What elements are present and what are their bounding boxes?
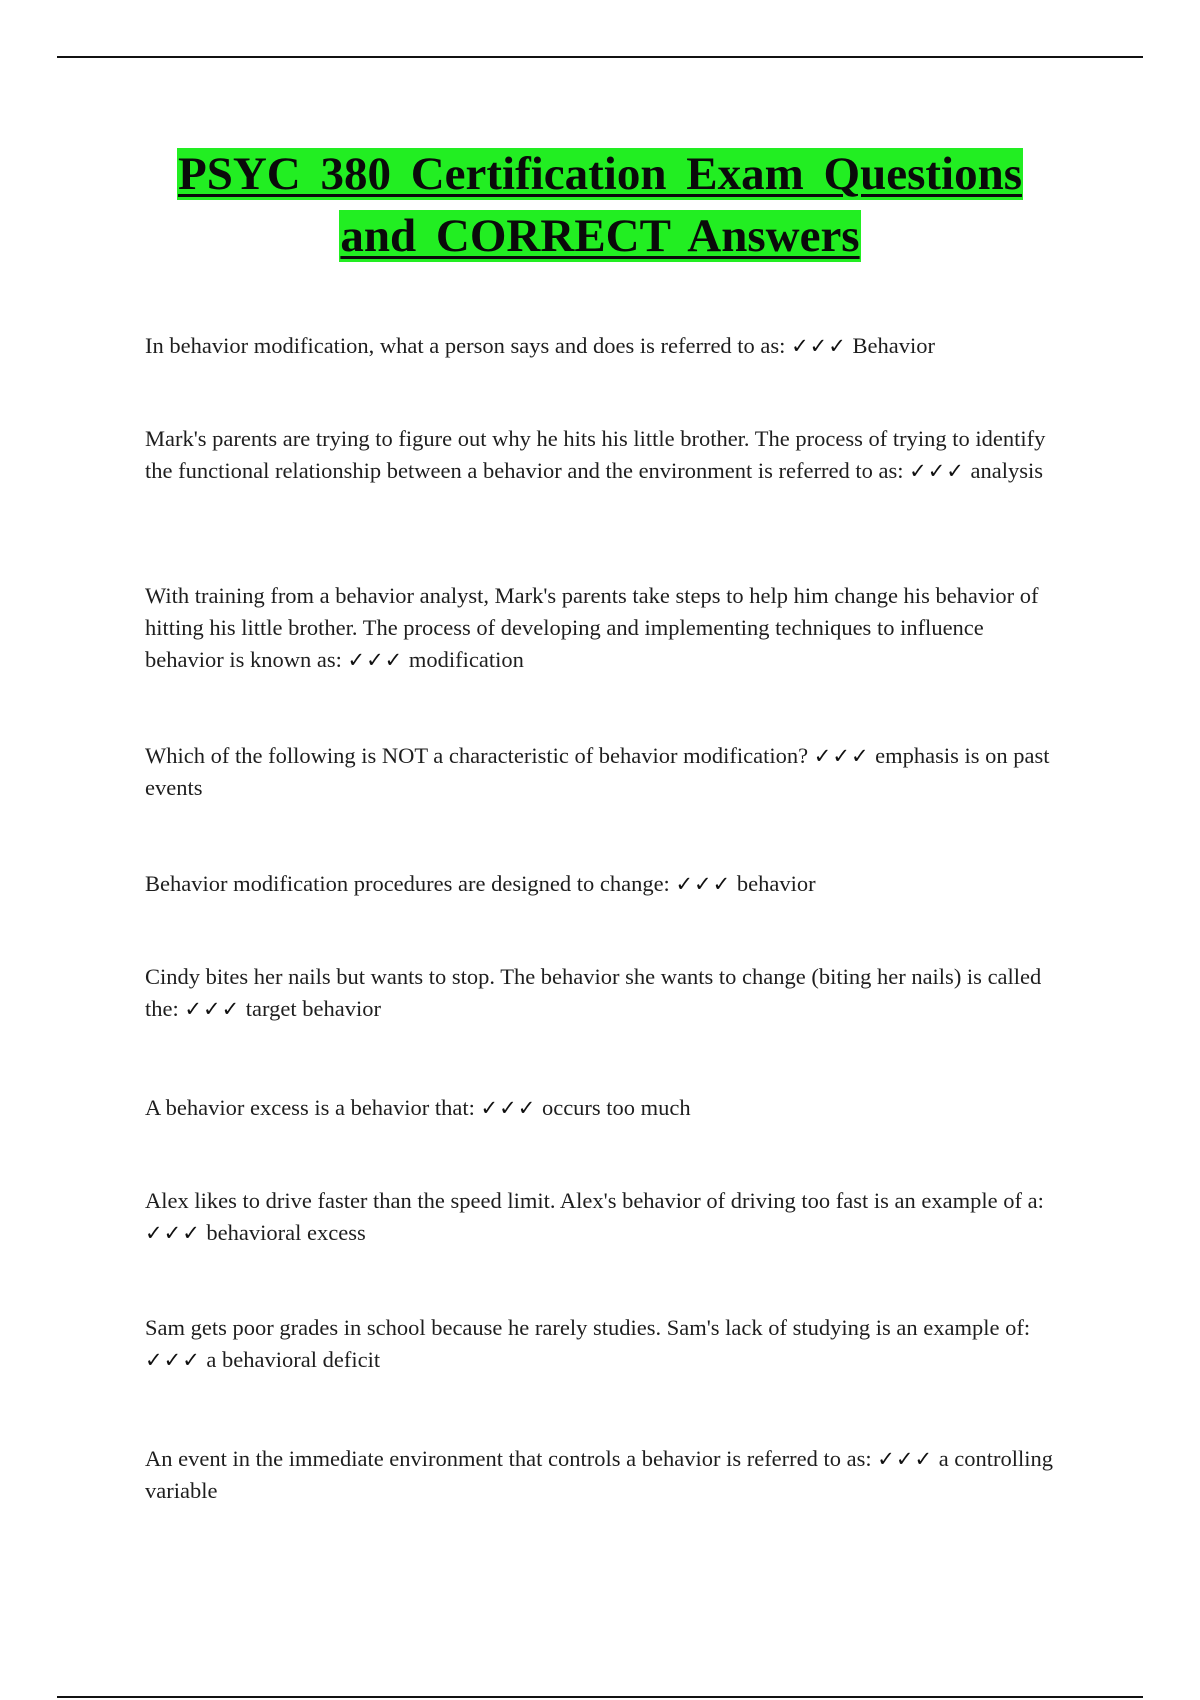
check-icon: ✓✓✓	[675, 872, 732, 896]
check-icon: ✓✓✓	[791, 334, 847, 358]
answer-text: target behavior	[245, 996, 381, 1021]
check-icon: ✓✓✓	[145, 1221, 201, 1245]
question-text: A behavior excess is a behavior that:	[145, 1095, 475, 1120]
qa-item	[145, 580, 1057, 676]
answer-text: emphasis is on past events	[145, 743, 1050, 800]
qa-item	[145, 961, 1057, 1025]
check-icon: ✓✓✓	[480, 1096, 537, 1120]
question-text: Alex likes to drive faster than the speed limit. Alex's behavior of driving too fast is an example of a:	[145, 1188, 1044, 1213]
bottom-rule	[57, 1696, 1143, 1698]
question-text: An event in the immediate environment that controls a behavior is referred to as:	[145, 1446, 872, 1471]
question-text: Mark's parents are trying to figure out why he hits his little brother. The process of trying to identify the functional relationship between a behavior and the environment is referred to as:	[145, 426, 1046, 483]
answer-text: Behavior	[852, 333, 935, 358]
qa-item	[145, 868, 1057, 900]
check-icon: ✓✓✓	[145, 1348, 201, 1372]
title-line-2: and CORRECT Answers	[340, 210, 860, 262]
question-text: Which of the following is NOT a characteristic of behavior modification?	[145, 743, 809, 768]
qa-item	[145, 1312, 1057, 1376]
check-icon: ✓✓✓	[813, 744, 870, 768]
qa-item	[145, 740, 1057, 804]
qa-item	[145, 1092, 1057, 1124]
question-text: With training from a behavior analyst, Mark's parents take steps to help him change his behavior of hitting his little brother. The process of developing and implementing techniques to influence behavior is known as:	[145, 583, 1039, 672]
qa-item	[145, 1185, 1057, 1249]
qa-item	[145, 1443, 1057, 1507]
answer-text: a behavioral deficit	[206, 1347, 381, 1372]
question-text: In behavior modification, what a person says and does is referred to as:	[145, 333, 786, 358]
check-icon: ✓✓✓	[909, 459, 965, 483]
title-line-1: PSYC 380 Certification Exam Questions	[177, 148, 1022, 200]
check-icon: ✓✓✓	[877, 1447, 934, 1471]
question-text: Behavior modification procedures are designed to change:	[145, 871, 670, 896]
answer-text: analysis	[970, 458, 1044, 483]
document-title	[140, 143, 1060, 267]
answer-text: a controlling variable	[145, 1446, 1054, 1503]
question-text: Cindy bites her nails but wants to stop. The behavior she wants to change (biting her nails) is called the:	[145, 964, 1042, 1021]
answer-text: modification	[408, 647, 524, 672]
top-rule	[57, 56, 1143, 58]
check-icon: ✓✓✓	[184, 997, 241, 1021]
qa-item	[145, 330, 1057, 362]
question-text: Sam gets poor grades in school because he rarely studies. Sam's lack of studying is an example of:	[145, 1315, 1031, 1340]
answer-text: behavior	[736, 871, 816, 896]
check-icon: ✓✓✓	[347, 648, 404, 672]
answer-text: behavioral excess	[206, 1220, 366, 1245]
qa-item	[145, 423, 1057, 487]
answer-text: occurs too much	[541, 1095, 691, 1120]
